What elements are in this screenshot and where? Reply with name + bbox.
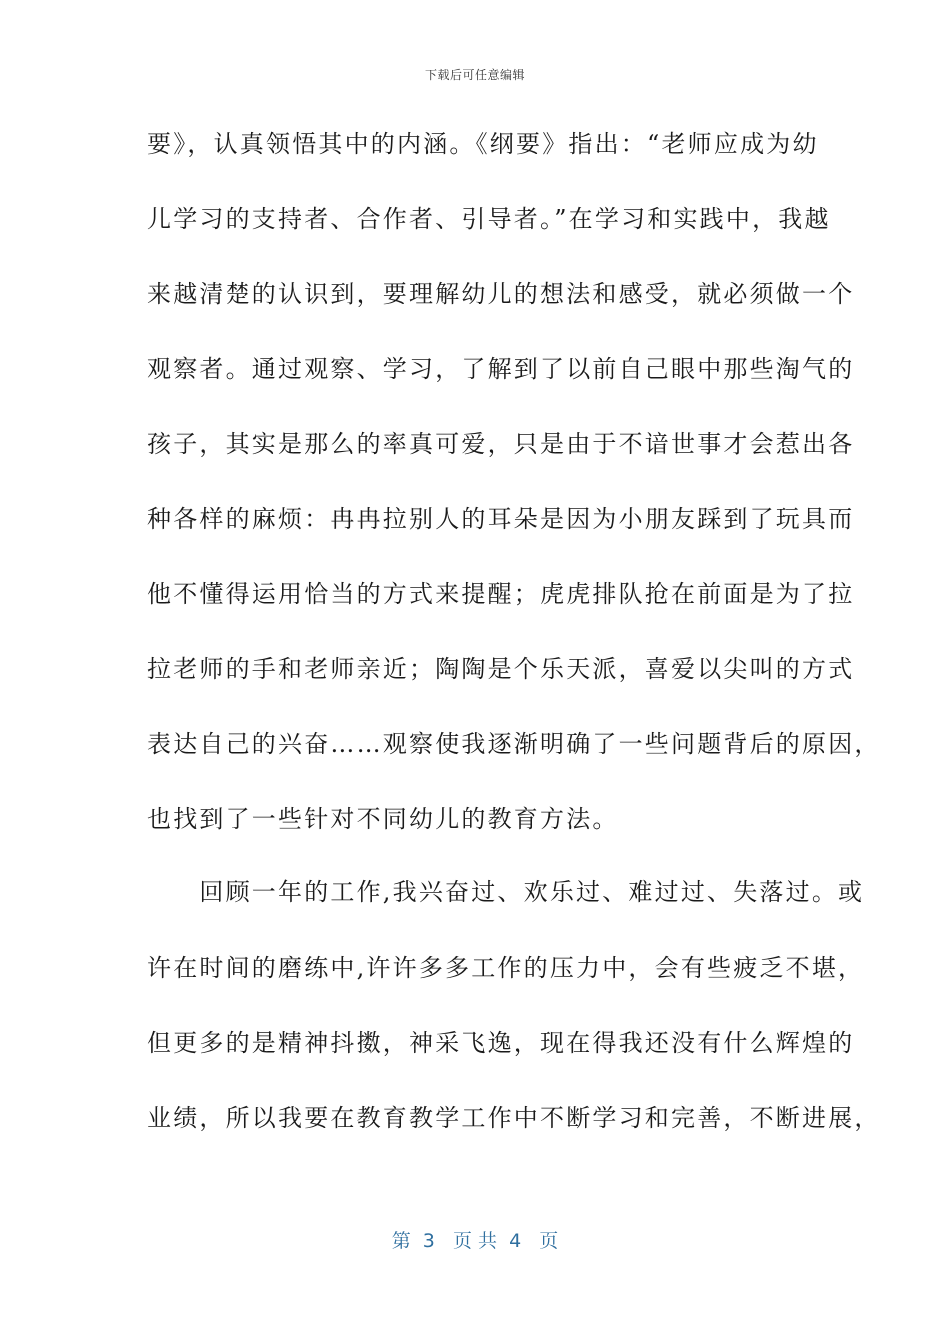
page-header: 下载后可任意编辑 (424, 68, 525, 82)
body-line: 许在时间的磨练中,许许多多工作的压力中，会有些疲乏不堪， (147, 954, 865, 982)
body-line: 但更多的是精神抖擞，神采飞逸，现在得我还没有什么辉煌的 (147, 1029, 855, 1057)
page-footer: 第 3 页 共 4 页 (391, 1230, 559, 1252)
body-line: 他不懂得运用恰当的方式来提醒；虎虎排队抢在前面是为了拉 (147, 580, 855, 608)
body-line: 回顾一年的工作,我兴奋过、欢乐过、难过过、失落过。或 (147, 878, 865, 906)
body-line: 拉老师的手和老师亲近；陶陶是个乐天派，喜爱以尖叫的方式 (147, 655, 855, 683)
body-line: 孩子，其实是那么的率真可爱，只是由于不谙世事才会惹出各 (147, 430, 855, 458)
body-line: 表达自己的兴奋……观察使我逐渐明确了一些问题背后的原因， (147, 730, 881, 758)
body-line: 儿学习的支持者、合作者、引导者。”在学习和实践中，我越 (147, 205, 831, 233)
body-line: 观察者。通过观察、学习，了解到了以前自己眼中那些淘气的 (147, 355, 855, 383)
body-line: 业绩，所以我要在教育教学工作中不断学习和完善，不断进展， (147, 1104, 881, 1132)
body-line: 也找到了一些针对不同幼儿的教育方法。 (147, 805, 619, 833)
body-line: 种各样的麻烦：冉冉拉别人的耳朵是因为小朋友踩到了玩具而 (147, 505, 855, 533)
body-line: 要》，认真领悟其中的内涵。《纲要》指出：“老师应成为幼 (147, 130, 819, 158)
body-line: 来越清楚的认识到，要理解幼儿的想法和感受，就必须做一个 (147, 280, 855, 308)
